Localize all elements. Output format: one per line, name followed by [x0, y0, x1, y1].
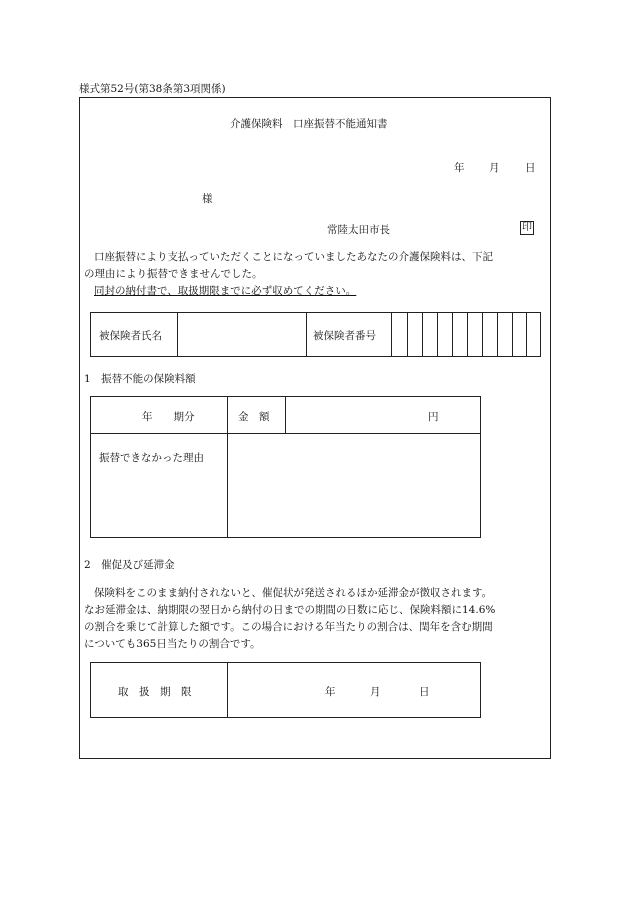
intro-paragraph	[84, 249, 548, 300]
section2-line-4: についても365日当たりの割合です。	[84, 638, 261, 650]
amount-label: 金 額	[238, 411, 270, 423]
insured-number-label: 被保険者番号	[313, 330, 376, 342]
intro-line-3: 同封の納付書で、取扱期限までに必ず収めてください。	[94, 285, 357, 297]
section2-line-2: なお延滞金は、納期限の翌日から納付の日までの期間の日数に応じ、保険料額に14.6%	[84, 604, 496, 616]
section2-paragraph	[84, 585, 548, 653]
section2-heading: 2 催促及び延滞金	[84, 559, 175, 571]
document-title: 介護保険料 口座振替不能通知書	[230, 118, 388, 130]
deadline-label: 取 扱 期 限	[118, 686, 192, 698]
intro-line-1: 口座振替により支払っていただくことになっていましたあなたの介護保険料は、下記	[94, 251, 493, 263]
period-label: 年 期分	[142, 411, 195, 423]
section1-heading: 1 振替不能の保険料額	[84, 373, 196, 385]
insured-name-label: 被保険者氏名	[99, 330, 162, 342]
deadline-year: 年	[325, 686, 336, 698]
date-day-label: 日	[525, 162, 536, 174]
section2-line-3: の割合を乗じて計算した額です。この場合における年当たりの割合は、閏年を含む期間	[84, 621, 493, 633]
date-year-label: 年	[454, 162, 465, 174]
deadline-day: 日	[419, 686, 430, 698]
seal-stamp: 印	[522, 222, 532, 233]
form-number: 様式第52号(第38条第3項関係)	[79, 83, 226, 95]
deadline-month: 月	[370, 686, 381, 698]
intro-line-2: の理由により振替できませんでした。	[84, 268, 263, 280]
section2-line-1: 保険料をこのまま納付されないと、催促状が発送されるほか延滞金が徴収されます。	[94, 587, 493, 599]
issuer-name: 常陸太田市長	[327, 224, 390, 236]
addressee-suffix: 様	[202, 193, 213, 205]
reason-label: 振替できなかった理由	[99, 452, 204, 464]
date-month-label: 月	[489, 162, 500, 174]
yen-label: 円	[428, 411, 439, 423]
